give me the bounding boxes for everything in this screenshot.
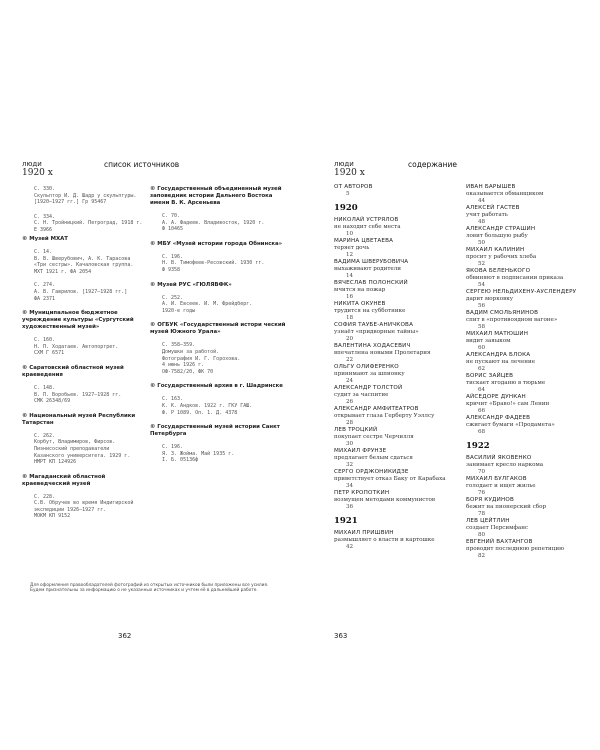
- left-header-title: список источников: [104, 160, 180, 169]
- toc-entry-description: ловит большую рыбу: [466, 232, 528, 239]
- toc-entry-page: 16: [346, 293, 354, 300]
- reference-text: С. 358–359. Домушки за работой. Фотография И. Г. Горохова. 4 июнь 1926 г. ОФ-7582/20, ФК 70: [162, 342, 241, 375]
- source-name: © Муниципальное бюджетное учреждение культуры «Сургутский художественный музей»: [22, 310, 134, 331]
- source-block: [150, 424, 290, 464]
- toc-entry-name: АЛЕКСАНДР СТРАШИН: [466, 226, 536, 232]
- source-name: © Саратовский областной музей краеведения: [22, 364, 124, 378]
- toc-entry-description: дарит морковку: [466, 295, 514, 302]
- toc-entry-name: ПЕТР КРОПОТКИН: [334, 490, 390, 497]
- toc-entry: [466, 394, 596, 415]
- toc-entry: [334, 364, 464, 385]
- toc-entry: [334, 490, 464, 511]
- toc-entry-page: 54: [478, 281, 486, 288]
- toc-entry-page: 70: [478, 468, 486, 475]
- toc-entry-name: БОРИС ЗАЙЦЕВ: [466, 373, 514, 379]
- reference-text: С. 274. А. В. Гаврилов. [1927–1928 гг.] ФА 2371: [34, 282, 128, 302]
- toc-entry-name: МИХАИЛ ПРИШВИН: [334, 530, 394, 537]
- toc-entry: [466, 310, 596, 331]
- contents-column-1: [334, 184, 464, 551]
- right-page: [300, 0, 600, 750]
- toc-entry-description: покупает сестре Черчилля: [334, 434, 414, 440]
- source-block: [150, 282, 290, 315]
- toc-entry: [466, 415, 596, 436]
- toc-entry-name: АЛЕКСЕЙ ГАСТЕВ: [466, 205, 520, 211]
- toc-entry-name: МАРИНА ЦВЕТАЕВА: [334, 238, 394, 245]
- toc-entry-name: СЕРГО ОРДЖОНИКИДЗЕ: [334, 469, 409, 476]
- toc-entry-page: 24: [346, 377, 354, 384]
- toc-entry: [466, 247, 596, 268]
- toc-entry-description: выхаживают родители: [334, 266, 401, 272]
- toc-entry: [334, 238, 464, 259]
- toc-entry: [466, 268, 596, 289]
- source-name: © Государственный архив в г. Шадринске: [150, 383, 283, 390]
- toc-entry-description: принимают за шпионку: [334, 371, 405, 377]
- toc-entry: [334, 448, 464, 469]
- right-header-label: люди: [334, 160, 354, 168]
- toc-entry-description: бежит на пионерский сбор: [466, 503, 547, 510]
- toc-entry-page: 48: [478, 218, 486, 225]
- toc-entry-description: теряет дочь: [334, 245, 370, 251]
- toc-year-heading: 1920: [334, 203, 358, 214]
- toc-entry-name: СЕРГЕЮ НЕЛЬДИХЕНУ-АУСЛЕНДЕРУ: [466, 289, 577, 295]
- toc-entry: [466, 226, 596, 247]
- toc-entry-description: возмущен методами коммунистов: [334, 497, 436, 503]
- toc-entry-page: 34: [346, 482, 354, 489]
- toc-entry: [334, 530, 464, 551]
- source-block: [150, 186, 290, 233]
- source-block: [22, 474, 146, 520]
- toc-entry-name: МИХАИЛ КАЛИНИН: [466, 247, 525, 253]
- toc-entry: [466, 352, 596, 373]
- toc-entry-name: ЛЕВ ТРОЦКИЙ: [334, 427, 378, 434]
- toc-entry-description: создает Персимфанс: [466, 524, 529, 531]
- toc-entry: [466, 539, 596, 560]
- right-header-title: содержание: [408, 160, 458, 169]
- toc-entry-description: открывает глаза Герберту Уэллсу: [334, 413, 435, 419]
- toc-entry-description: спит в «противоядном вагоне»: [466, 316, 558, 323]
- toc-entry-page: 22: [346, 356, 354, 363]
- toc-entry: [466, 497, 596, 518]
- right-page-number: 363: [334, 632, 348, 640]
- toc-entry-description: оказывается обманщиком: [466, 190, 544, 197]
- toc-entry: [466, 331, 596, 352]
- toc-entry-page: 56: [478, 302, 486, 309]
- reference-block: [22, 214, 146, 234]
- right-header-year: 1920 х: [334, 168, 365, 178]
- toc-entry-name: ВАДИМ СМОЛЬЯНИНОВ: [466, 310, 539, 316]
- toc-entry-name: СОФИЯ ТАУБЕ-АНИЧКОВА: [334, 322, 414, 329]
- toc-entry: [466, 476, 596, 497]
- toc-entry-description: мчится на пожар: [334, 287, 386, 293]
- toc-entry-page: 64: [478, 386, 486, 393]
- left-header-label: люди: [22, 160, 42, 168]
- toc-entry: [334, 469, 464, 490]
- toc-entry-name: АЛЕКСАНДР АМФИТЕАТРОВ: [334, 406, 419, 413]
- toc-entry-name: ВАСИЛИЙ ЯКОВЕНКО: [466, 455, 532, 461]
- toc-entry-page: 78: [478, 510, 486, 517]
- left-header-year: 1920 х: [22, 168, 53, 178]
- toc-entry-page: 26: [346, 398, 354, 405]
- toc-entry-name: НИКИТА ОКУНЕВ: [334, 301, 386, 308]
- toc-entry: [334, 301, 464, 322]
- toc-entry-name: МИХАИЛ МАТЮШИН: [466, 331, 529, 337]
- toc-entry: [334, 217, 464, 238]
- reference-text: С. 228. С.В. Обручев во время Индигирской экспедиции 1926–1927 гг. МОКМ КП 9152: [34, 493, 134, 520]
- toc-entry: [466, 289, 596, 310]
- toc-entry-name: АЙСЕДОРЕ ДУНКАН: [466, 394, 526, 400]
- toc-entry: [466, 373, 596, 394]
- reference-text: С. 196. Я. З. Жойма. Май 1935 г. I. Б. 05136ф: [162, 444, 235, 464]
- source-name: © Музей МХАТ: [22, 236, 68, 242]
- toc-entry-description: предлагает белым сдаться: [334, 455, 413, 461]
- toc-entry-page: 18: [346, 314, 354, 321]
- toc-entry-page: 62: [478, 365, 486, 372]
- source-name: © МБУ «Музей истории города Обнинска»: [150, 240, 283, 247]
- toc-entry: [334, 406, 464, 427]
- toc-entry: [334, 322, 464, 343]
- toc-entry-description: просит у рабочих хлеба: [466, 253, 537, 260]
- copyright-note: Для оформления правообладателей фотографий из открытых источников были приложены все усилия. Будем признательны за информацию о не указанных источниках и учтем её в дальнейшей работе.: [30, 583, 269, 594]
- toc-entry-description: не находит себе места: [334, 224, 401, 230]
- toc-entry-description: видит заяыком: [466, 337, 511, 344]
- reference-text: С. 148. В. П. Воробьев. 1927–1928 гг. СМК 26348/69: [34, 384, 122, 405]
- toc-entry-name: АЛЕКСАНДРА БЛОКА: [466, 352, 531, 358]
- toc-entry: [334, 385, 464, 406]
- toc-entry: [466, 455, 596, 476]
- toc-entry-page: 32: [346, 461, 354, 468]
- toc-year-heading: 1922: [466, 441, 490, 451]
- reference-text: С. 14. В. В. Шверубович, А. К. Тарасова «Три сестры». Качаловская группа. МХТ 1921 г. ФА 2054: [34, 249, 134, 275]
- sources-column-2: [150, 186, 290, 472]
- toc-entry-page: 10: [346, 230, 354, 237]
- reference-text: С. 196. Н. В. Тимофеев-Ресовский. 1930 гг. Ф 9358: [162, 253, 265, 273]
- toc-entry-page: 76: [478, 489, 486, 496]
- contents-column-2: [466, 184, 596, 560]
- toc-entry-description: кричит «Браво!» сам Ленин: [466, 400, 550, 407]
- toc-entry-name: ЕВГЕНИЙ ВАХТАНГОВ: [466, 539, 533, 545]
- toc-entry-description: трудится на субботнике: [334, 308, 406, 314]
- toc-entry: [466, 205, 596, 226]
- toc-entry-description: проводит последнюю репетицию: [466, 545, 564, 552]
- toc-entry-page: 30: [346, 440, 354, 447]
- sources-column-1: [22, 236, 146, 528]
- toc-entry-name: ВАДИМА ШВЕРУБОВИЧА: [334, 259, 409, 266]
- source-name: © Национальный музей Республики Татарстан: [22, 412, 136, 426]
- pre-references: [22, 186, 146, 242]
- toc-entry-page: 82: [478, 552, 486, 559]
- source-name: © ОГБУК «Государственный истори ческий музей Южного Урала»: [150, 322, 286, 336]
- source-block: [150, 322, 290, 375]
- toc-entry-description: занимает кресло наркома: [466, 461, 544, 468]
- toc-entry-page: 66: [478, 407, 486, 414]
- source-block: [150, 241, 290, 274]
- toc-entry-name: БОРЯ КУДИНОВ: [466, 497, 515, 503]
- toc-entry-page: 28: [346, 419, 354, 426]
- reference-text: С. 262. Корбут, Владимиров, Фирсов. Пиэнисоский преподаватели Казанского университета. 1929 г. НМРТ КП 124926: [34, 432, 131, 466]
- source-block: [22, 236, 146, 302]
- reference-text: С. 160. Н. П. Ходатаев. Автопортрет. СХМ Г 6571: [34, 337, 119, 357]
- toc-entry-description: судит за часпитие: [334, 392, 389, 398]
- toc-entry-name: ВАЛЕНТИНА ХОДАСЕВИЧ: [334, 343, 411, 350]
- toc-entry-page: 20: [346, 335, 354, 342]
- toc-entry-name: ВЯЧЕСЛАВ ПОЛОНСКИЙ: [334, 280, 408, 287]
- toc-entry-page: 14: [346, 272, 354, 279]
- source-block: [22, 365, 146, 405]
- toc-entry: [334, 343, 464, 364]
- toc-entry-page: 60: [478, 344, 486, 351]
- toc-entry-page: 12: [346, 251, 354, 258]
- toc-entry-description: учит работать: [466, 211, 508, 218]
- toc-entry-description: тискает ягоданю в тюрьме: [466, 379, 546, 386]
- reference-text: С. 70. А. А. Фадеев. Владивосток, 1920 г. Ф 10465: [162, 213, 265, 233]
- toc-entry-name: ОТ АВТОРОВ: [334, 184, 373, 190]
- left-page-number: 362: [118, 632, 132, 640]
- toc-entry: [334, 427, 464, 448]
- source-block: [150, 383, 290, 416]
- toc-entry-description: не пускают на лечение: [466, 358, 536, 365]
- toc-entry: [334, 259, 464, 280]
- toc-entry: [466, 184, 596, 205]
- toc-entry-name: АЛЕКСАНДР ТОЛСТОЙ: [334, 385, 403, 392]
- toc-entry-description: узнаёт «придворные тайны»: [334, 329, 419, 335]
- source-name: © Государственный объединенный музей заповедник истории Дальнего Востока имени В. К. Арсеньева: [150, 186, 282, 206]
- toc-entry: [334, 184, 464, 198]
- toc-entry-page: 36: [346, 503, 354, 510]
- toc-entry-description: размышляет о власти и картошке: [334, 537, 435, 543]
- toc-entry-description: голодает и ищет жилье: [466, 482, 536, 489]
- toc-entry-name: ИВАН БАРЫШЕВ: [466, 184, 516, 190]
- toc-entry-page: 50: [478, 239, 486, 246]
- toc-entry-page: 58: [478, 323, 486, 330]
- source-name: © Магаданский областной краеведческий музей: [22, 473, 106, 487]
- toc-entry-description: сжигает бумаги «Продамета»: [466, 421, 555, 428]
- source-name: © Государственный музей истории Санкт Петербурга: [150, 424, 280, 438]
- toc-entry-page: 42: [346, 543, 354, 550]
- toc-entry-page: 80: [478, 531, 486, 538]
- reference-text: С. 252. А. И. Евсеев. И. М. Фрейдберг. 1920-е годы: [162, 294, 253, 314]
- toc-entry-description: обвиняют в подписании приказа: [466, 274, 564, 281]
- toc-year-heading: 1921: [334, 516, 358, 527]
- toc-entry-name: ЛЕВ ЦЕЙТЛИН: [466, 518, 510, 524]
- reference-text: С. 330. Скульптор И. Д. Шадр у скульптуры. [1920–1927 гг.] Гр 95467: [34, 186, 137, 206]
- source-block: [22, 310, 146, 357]
- source-block: [22, 413, 146, 466]
- toc-entry: [466, 518, 596, 539]
- toc-entry: [334, 280, 464, 301]
- toc-entry-page: 44: [478, 197, 486, 204]
- toc-entry-page: 52: [478, 260, 486, 267]
- toc-entry-description: приветствует отказ Баку от Карабаха: [334, 476, 446, 482]
- toc-entry-description: впечатлена новыми Пролетария: [334, 350, 431, 356]
- toc-entry-page: 5: [346, 190, 350, 197]
- toc-entry-name: ЯКОВА БЕЛЕНЬКОГО: [466, 268, 531, 274]
- toc-entry-name: НИКОЛАЙ УСТРЯЛОВ: [334, 217, 399, 224]
- toc-entry-name: АЛЕКСАНДР ФАДЕЕВ: [466, 415, 531, 421]
- toc-entry-name: МИХАИЛ ФРУНЗЕ: [334, 448, 387, 455]
- reference-text: С. 163. К. К. Андков. 1922 г. ГКУ ГАШ. Ф. Р 1089. Оп. 1. Д. 4378: [162, 396, 253, 416]
- source-name: © Музей РУС «ГЮЛЯВФК»: [150, 281, 232, 288]
- reference-text: С. 334. С. Н. Тройницкий. Петроград, 1918 г. Е 3966: [34, 213, 143, 233]
- toc-entry-name: ОЛЬГУ ОЛИФЕРЕНКО: [334, 364, 399, 371]
- toc-entry-page: 68: [478, 428, 486, 435]
- reference-block: [22, 186, 146, 206]
- toc-entry-name: МИХАИЛ БУЛГАКОВ: [466, 476, 527, 482]
